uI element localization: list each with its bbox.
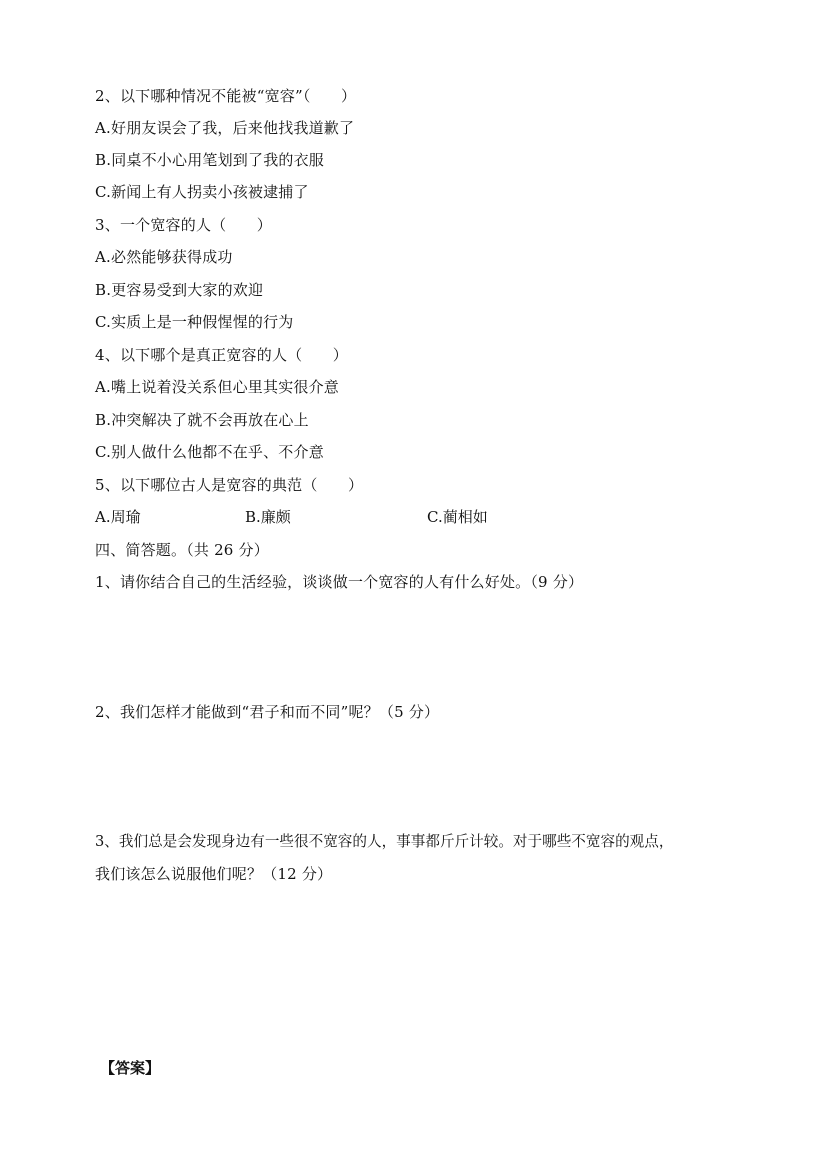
- question-4: 4、以下哪个是真正宽容的人（ ）: [95, 346, 348, 364]
- question-3-option-c: C.实质上是一种假惺惺的行为: [95, 313, 294, 331]
- short-answer-2: 2、我们怎样才能做到“君子和而不同”呢？（5 分）: [95, 703, 440, 721]
- question-3-option-b: B.更容易受到大家的欢迎: [95, 281, 264, 299]
- short-answer-3-line-1: 3、我们总是会发现身边有一些很不宽容的人，事事都斤斤计较。对于哪些不宽容的观点，: [95, 833, 674, 850]
- question-4-option-c: C.别人做什么他都不在乎、不介意: [95, 443, 324, 461]
- question-4-option-a: A.嘴上说着没关系但心里其实很介意: [95, 378, 340, 396]
- short-answer-3-line-2: 我们该怎么说服他们呢？（12 分）: [95, 865, 333, 883]
- question-5-option-b: B.廉颇: [245, 508, 291, 526]
- short-answer-1: 1、请你结合自己的生活经验，谈谈做一个宽容的人有什么好处。（9 分）: [95, 573, 584, 591]
- question-4-option-b: B.冲突解决了就不会再放在心上: [95, 411, 309, 429]
- question-2-option-b: B.同桌不小心用笔划到了我的衣服: [95, 151, 324, 169]
- question-3-option-a: A.必然能够获得成功: [95, 248, 233, 266]
- question-2: 2、以下哪种情况不能被“宽容”（ ）: [95, 87, 357, 105]
- question-2-option-c: C.新闻上有人拐卖小孩被逮捕了: [95, 183, 309, 201]
- question-5: 5、以下哪位古人是宽容的典范（ ）: [95, 476, 364, 494]
- question-5-option-a: A.周瑜: [95, 508, 141, 526]
- question-5-option-c: C.蔺相如: [427, 508, 488, 526]
- question-3: 3、一个宽容的人（ ）: [95, 216, 272, 234]
- answer-heading: 【答案】: [100, 1059, 161, 1077]
- section-4-title: 四、简答题。（共 26 分）: [95, 541, 269, 559]
- question-2-option-a: A.好朋友误会了我，后来他找我道歉了: [95, 119, 355, 137]
